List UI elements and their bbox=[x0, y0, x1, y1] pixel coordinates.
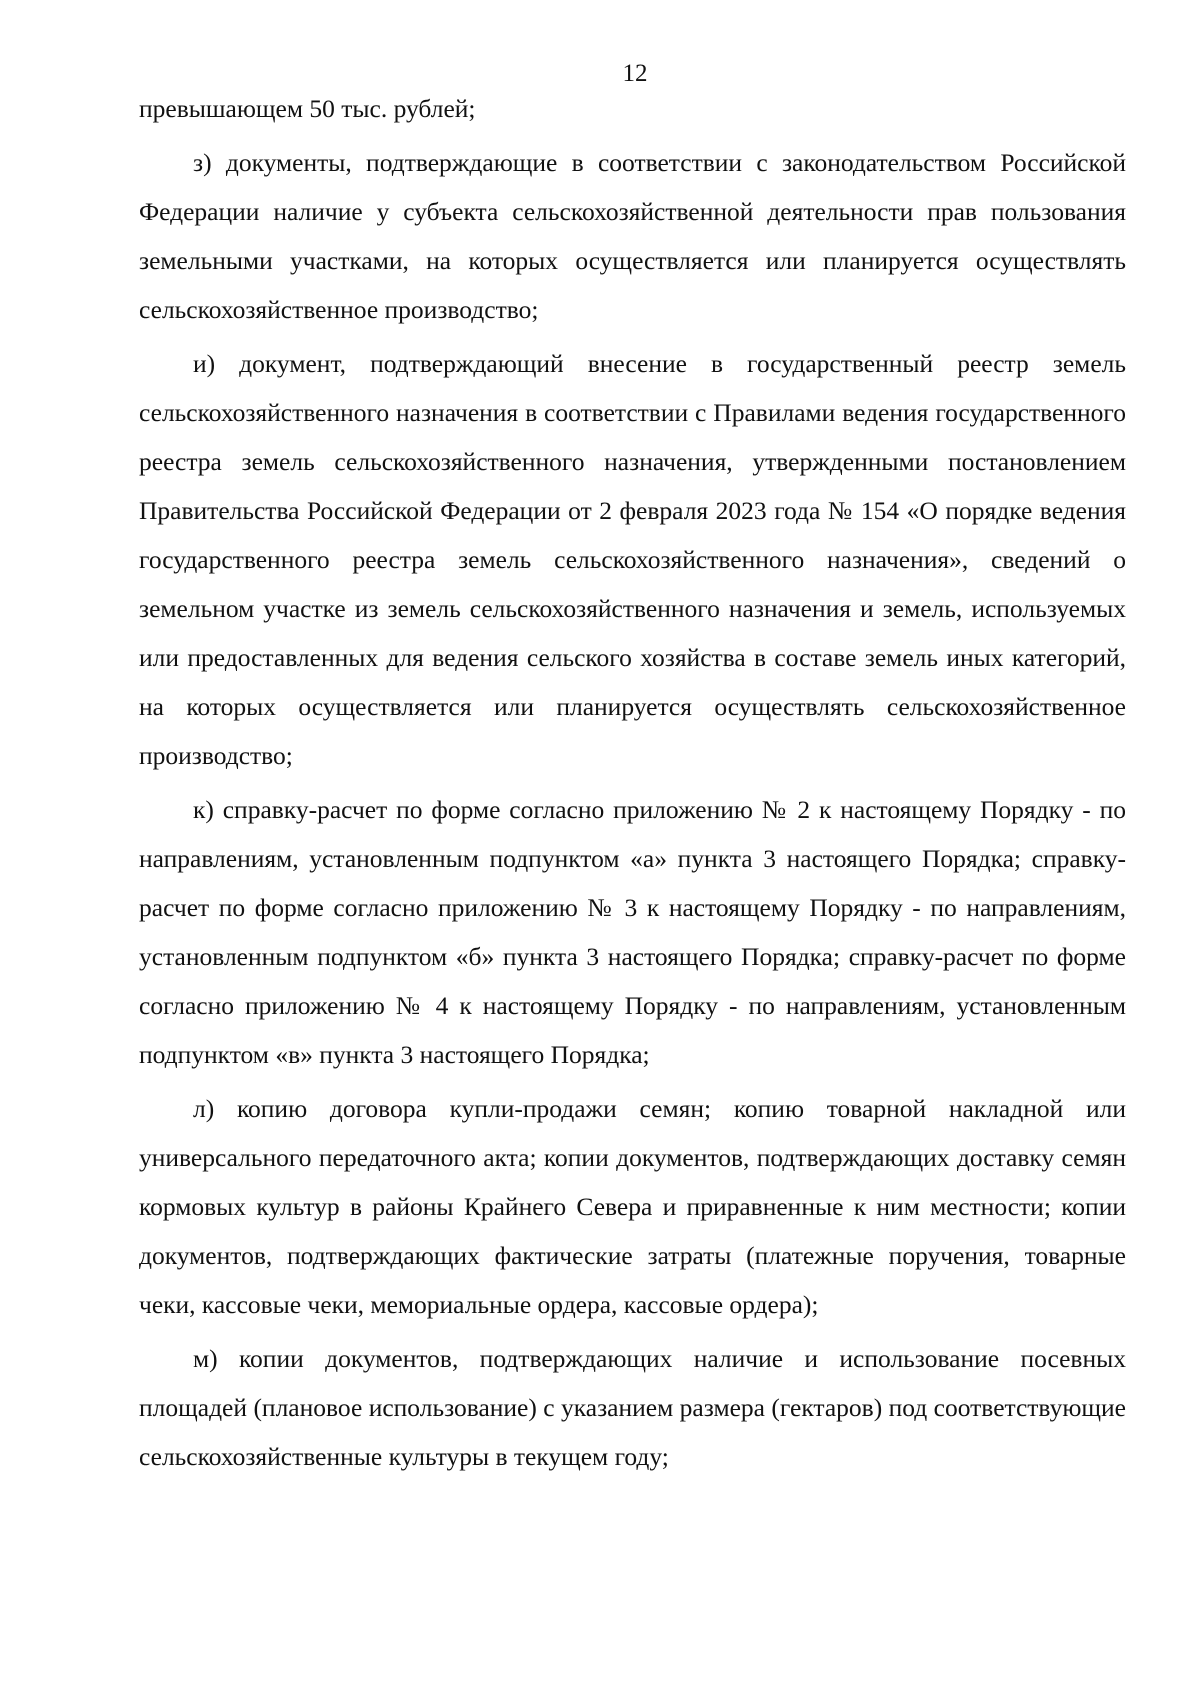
paragraph-item-z: з) документы, подтверждающие в соответствии с законодательством Российской Федерации наличие у субъекта сельскохозяйственной деятельности прав пользования земельными участками, на которых осуществляется или планируется осуществлять сельскохозяйственное производство; bbox=[139, 148, 1126, 324]
paragraph-item-m: м) копии документов, подтверждающих наличие и использование посевных площадей (плановое использование) с указанием размера (гектаров) под соответствующие сельскохозяйственные культуры в текущем году; bbox=[139, 1344, 1126, 1471]
paragraph-continuation: превышающем 50 тыс. рублей; bbox=[139, 94, 476, 123]
paragraph-item-l: л) копию договора купли-продажи семян; копию товарной накладной или универсального передаточного акта; копии документов, подтверждающих доставку семян кормовых культур в районы Крайнего Севера и приравненные к ним местности; копии документов, подтверждающих фактические затраты (платежные поручения, товарные чеки, кассовые чеки, мемориальные ордера, кассовые ордера); bbox=[139, 1094, 1126, 1319]
paragraph-item-i: и) документ, подтверждающий внесение в государственный реестр земель сельскохозяйственного назначения в соответствии с Правилами ведения государственного реестра земель сельскохозяйственного назначения, утвержденными постановлением Правительства Российской Федерации от 2 февраля 2023 года № 154 «О порядке ведения государственного реестра земель сельскохозяйственного назначения», сведений о земельном участке из земель сельскохозяйственного назначения и земель, используемых или предоставленных для ведения сельского хозяйства в составе земель иных категорий, на которых осуществляется или планируется осуществлять сельскохозяйственное производство; bbox=[139, 349, 1126, 770]
document-body bbox=[139, 84, 1126, 1486]
page-number: 12 bbox=[622, 60, 648, 87]
paragraph-item-k: к) справку-расчет по форме согласно приложению № 2 к настоящему Порядку - по направлениям, установленным подпунктом «а» пункта 3 настоящего Порядка; справку-расчет по форме согласно приложению № 3 к настоящему Порядку - по направлениям, установленным подпунктом «б» пункта 3 настоящего Порядка; справку-расчет по форме согласно приложению № 4 к настоящему Порядку - по направлениям, установленным подпунктом «в» пункта 3 настоящего Порядка; bbox=[139, 795, 1126, 1069]
